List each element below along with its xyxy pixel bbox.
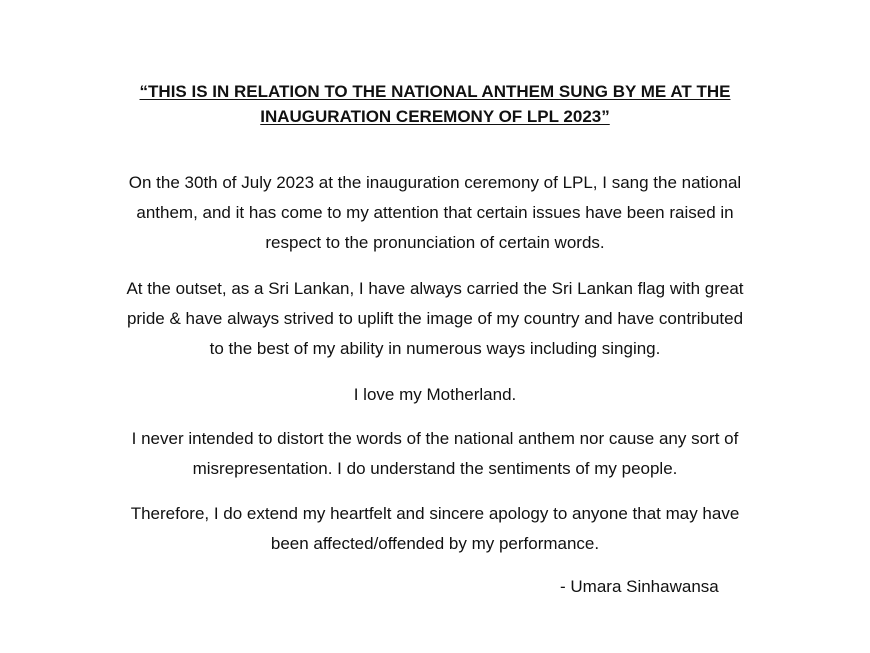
paragraph-line: misrepresentation. I do understand the sentiments of my people. xyxy=(192,459,678,478)
title-line: INAUGURATION CEREMONY OF LPL 2023” xyxy=(260,107,610,126)
paragraph-line: Therefore, I do extend my heartfelt and sincere apology to anyone that may have xyxy=(130,504,740,523)
paragraph-line: I love my Motherland. xyxy=(353,385,517,404)
paragraph-line: I never intended to distort the words of the national anthem nor cause any sort of xyxy=(131,429,739,448)
paragraph-line: On the 30th of July 2023 at the inauguration ceremony of LPL, I sang the national xyxy=(128,173,742,192)
paragraph-line: been affected/offended by my performance. xyxy=(270,534,600,553)
paragraph-line: pride & have always strived to uplift the image of my country and have contributed xyxy=(126,309,744,328)
paragraph-line: to the best of my ability in numerous ways including singing. xyxy=(209,339,661,358)
paragraph-line: respect to the pronunciation of certain words. xyxy=(265,233,605,252)
paragraph-pride xyxy=(40,274,830,364)
paragraph-line: At the outset, as a Sri Lankan, I have always carried the Sri Lankan flag with great xyxy=(126,279,744,298)
paragraph-motherland xyxy=(40,380,830,410)
paragraph-performance-context xyxy=(40,168,830,258)
paragraph-apology xyxy=(40,499,830,559)
paragraph-intent xyxy=(40,424,830,484)
signature: - Umara Sinhawansa xyxy=(560,577,719,596)
statement-title xyxy=(60,79,810,129)
paragraph-line: anthem, and it has come to my attention that certain issues have been raised in xyxy=(136,203,734,222)
title-line: “THIS IS IN RELATION TO THE NATIONAL ANTHEM SUNG BY ME AT THE xyxy=(139,82,731,101)
